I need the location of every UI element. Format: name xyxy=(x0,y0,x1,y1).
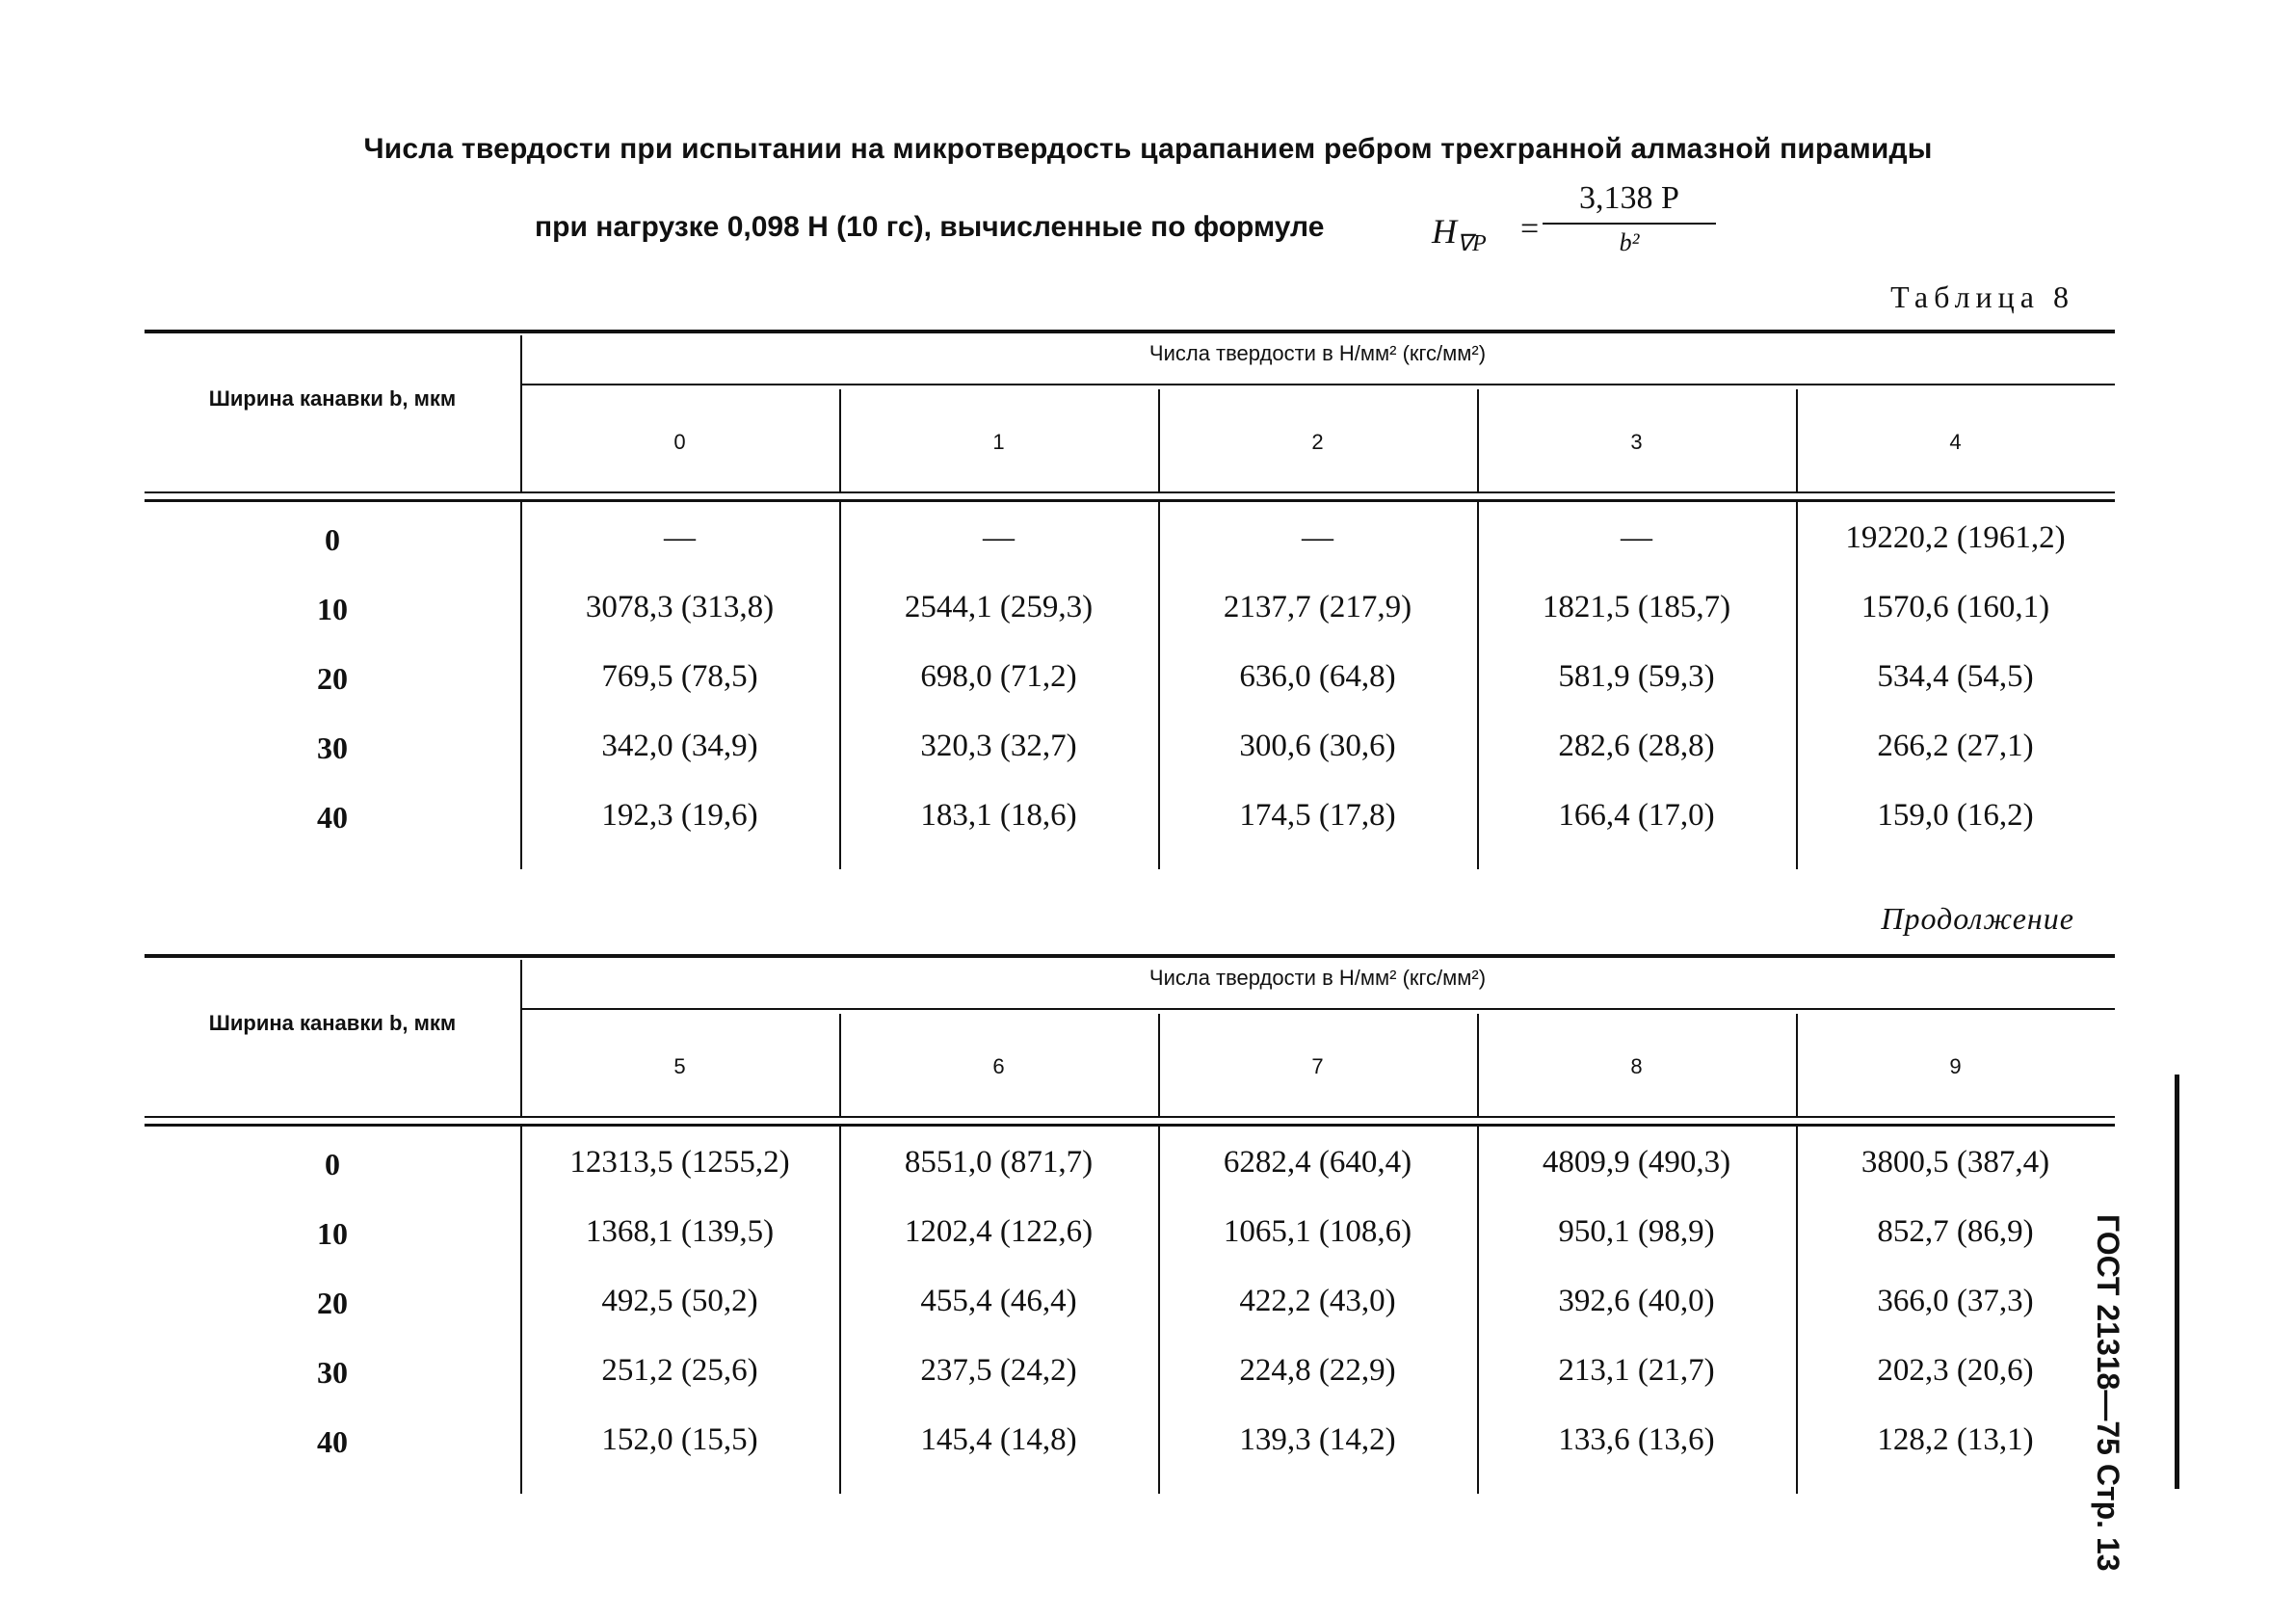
hardness-table-8-continued xyxy=(145,954,2115,1494)
row-label: 30 xyxy=(317,1355,348,1390)
formula-lhs-subscript: ∇P xyxy=(1457,231,1487,257)
formula-equals: = xyxy=(1520,211,1540,247)
table-cell: 152,0 (15,5) xyxy=(601,1422,758,1457)
formula-denominator: b² xyxy=(1619,228,1640,256)
page-running-head: ГОСТ 21318—75 Стр. 13 xyxy=(2091,1214,2125,1572)
table-cell: 950,1 (98,9) xyxy=(1558,1214,1715,1249)
column-header: 4 xyxy=(1949,430,1962,454)
table-cell: 128,2 (13,1) xyxy=(1877,1422,2034,1457)
table-cell: 366,0 (37,3) xyxy=(1877,1284,2034,1318)
table-cell: 224,8 (22,9) xyxy=(1239,1353,1396,1388)
table-cell: 6282,4 (640,4) xyxy=(1223,1145,1412,1180)
table-cell: — xyxy=(983,520,1015,555)
table-cell: 2544,1 (259,3) xyxy=(904,590,1094,624)
table-cell: 8551,0 (871,7) xyxy=(904,1145,1094,1180)
table-cell: 320,3 (32,7) xyxy=(920,729,1077,763)
row-label: 20 xyxy=(317,661,348,696)
table-cell: 282,6 (28,8) xyxy=(1558,729,1715,763)
side-rule xyxy=(2175,1075,2179,1489)
column-header: 7 xyxy=(1311,1054,1324,1078)
table-cell: 266,2 (27,1) xyxy=(1877,729,2034,763)
table-cell: 3078,3 (313,8) xyxy=(585,590,775,624)
column-header: 9 xyxy=(1949,1054,1962,1078)
table-cell: 1570,6 (160,1) xyxy=(1861,590,2050,624)
table-cell: 1065,1 (108,6) xyxy=(1223,1214,1412,1249)
column-header: 8 xyxy=(1630,1054,1643,1078)
formula-lhs: $H_{\nabla P}$ xyxy=(1432,212,1487,257)
title-line-1: Числа твердости при испытании на микротвердость царапанием ребром трехгранной алмазной пирамиды xyxy=(363,133,1933,165)
table-8-caption: Таблица 8 xyxy=(1890,279,2074,314)
table-cell: 342,0 (34,9) xyxy=(601,729,758,763)
table-cell: 192,3 (19,6) xyxy=(601,798,758,833)
column-header: 6 xyxy=(992,1054,1005,1078)
stub-header: Ширина канавки b, мкм xyxy=(208,1011,457,1035)
row-label: 10 xyxy=(317,592,348,626)
table-cell: 139,3 (14,2) xyxy=(1239,1422,1396,1457)
row-label: 0 xyxy=(325,1147,340,1181)
header-double-rule xyxy=(145,491,2115,502)
table-cell: 202,3 (20,6) xyxy=(1877,1353,2034,1388)
hardness-formula xyxy=(1432,180,1721,263)
group-header: Числа твердости в Н/мм² (кгс/мм²) xyxy=(1148,966,1487,990)
table-top-rule xyxy=(145,954,2115,958)
row-label: 40 xyxy=(317,1424,348,1459)
table-cell: 534,4 (54,5) xyxy=(1877,659,2034,694)
title-line-2 xyxy=(0,178,2296,265)
table-cell: — xyxy=(1621,520,1652,555)
table-cell: 300,6 (30,6) xyxy=(1239,729,1396,763)
column-header: 2 xyxy=(1311,430,1324,454)
table-cell: 422,2 (43,0) xyxy=(1239,1284,1396,1318)
title-line-2-text: при нагрузке 0,098 Н (10 гс), вычисленные по формуле xyxy=(535,211,1325,243)
table-cell: 1368,1 (139,5) xyxy=(585,1214,775,1249)
table-cell: 492,5 (50,2) xyxy=(601,1284,758,1318)
table-cell: 183,1 (18,6) xyxy=(920,798,1077,833)
group-header: Числа твердости в Н/мм² (кгс/мм²) xyxy=(1148,341,1487,365)
column-header: 3 xyxy=(1630,430,1643,454)
table-cell: 19220,2 (1961,2) xyxy=(1845,520,2066,555)
row-label: 10 xyxy=(317,1216,348,1251)
table-cell: — xyxy=(664,520,696,555)
table-cell: — xyxy=(1302,520,1333,555)
table-cell: 166,4 (17,0) xyxy=(1558,798,1715,833)
table-cell: 251,2 (25,6) xyxy=(601,1353,758,1388)
table-cell: 174,5 (17,8) xyxy=(1239,798,1396,833)
row-label: 20 xyxy=(317,1286,348,1320)
table-cell: 1202,4 (122,6) xyxy=(904,1214,1094,1249)
table-cell: 698,0 (71,2) xyxy=(920,659,1077,694)
continuation-caption: Продолжение xyxy=(1881,901,2074,936)
table-cell: 4809,9 (490,3) xyxy=(1542,1145,1731,1180)
table-cell: 455,4 (46,4) xyxy=(920,1284,1077,1318)
table-cell: 133,6 (13,6) xyxy=(1558,1422,1715,1457)
table-cell: 769,5 (78,5) xyxy=(601,659,758,694)
table-cell: 636,0 (64,8) xyxy=(1239,659,1396,694)
table-cell: 852,7 (86,9) xyxy=(1877,1214,2034,1249)
row-label: 0 xyxy=(325,522,340,557)
formula-fraction-bar xyxy=(1543,223,1716,225)
table-cell: 213,1 (21,7) xyxy=(1558,1353,1715,1388)
formula-numerator: 3,138 P xyxy=(1579,180,1679,216)
column-header: 1 xyxy=(992,430,1005,454)
group-header-rule xyxy=(520,384,2115,385)
header-double-rule xyxy=(145,1116,2115,1127)
stub-header: Ширина канавки b, мкм xyxy=(208,386,457,411)
column-header: 0 xyxy=(673,430,686,454)
column-header: 5 xyxy=(673,1054,686,1078)
row-label: 40 xyxy=(317,800,348,835)
table-cell: 2137,7 (217,9) xyxy=(1223,590,1412,624)
hardness-table-8 xyxy=(145,330,2115,869)
table-cell: 581,9 (59,3) xyxy=(1558,659,1715,694)
group-header-rule xyxy=(520,1008,2115,1010)
row-label: 30 xyxy=(317,730,348,765)
table-cell: 392,6 (40,0) xyxy=(1558,1284,1715,1318)
table-cell: 237,5 (24,2) xyxy=(920,1353,1077,1388)
table-top-rule xyxy=(145,330,2115,333)
table-cell: 3800,5 (387,4) xyxy=(1861,1145,2050,1180)
table-cell: 145,4 (14,8) xyxy=(920,1422,1077,1457)
table-cell: 1821,5 (185,7) xyxy=(1542,590,1731,624)
table-cell: 159,0 (16,2) xyxy=(1877,798,2034,833)
table-cell: 12313,5 (1255,2) xyxy=(569,1145,790,1180)
